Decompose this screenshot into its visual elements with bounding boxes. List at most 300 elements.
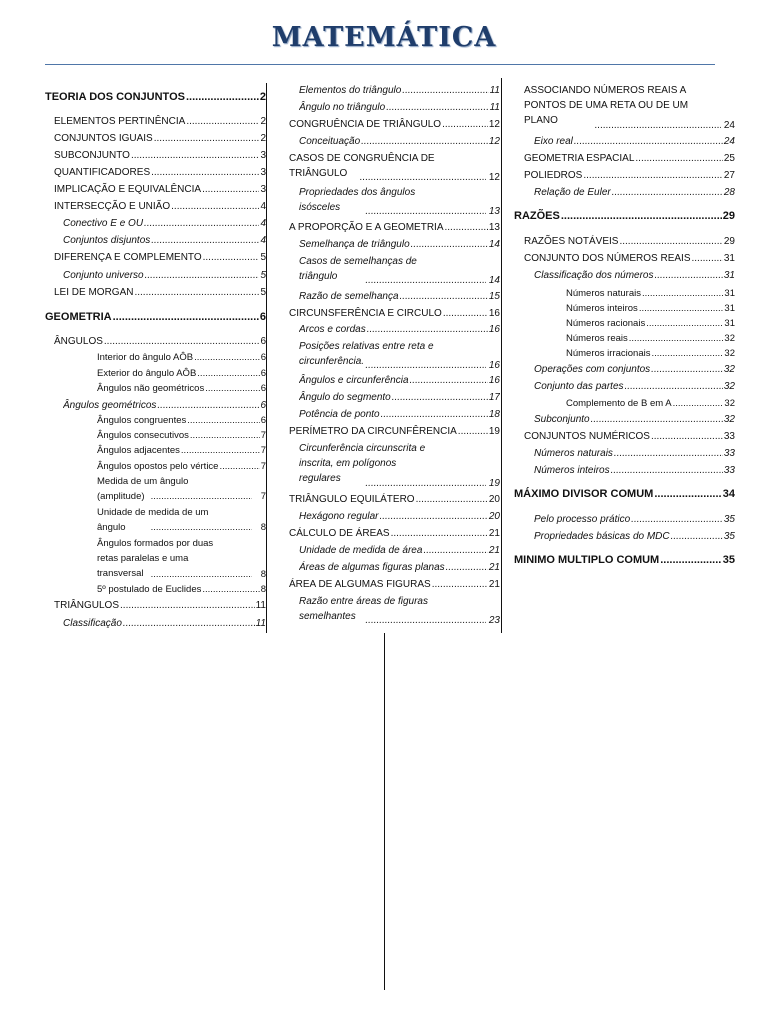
toc-entry-page: 6 — [260, 400, 266, 411]
toc-entry-page: 2 — [260, 116, 266, 127]
toc-entry[interactable] — [524, 151, 735, 166]
dot-leader — [635, 151, 722, 166]
toc-entry-title: Interior do ângulo AÔB — [97, 352, 194, 363]
toc-entry[interactable] — [299, 237, 500, 252]
toc-entry-page: 3 — [260, 184, 266, 195]
dot-leader — [113, 310, 259, 325]
toc-entry-title: RAZÕES NOTÁVEIS — [524, 236, 619, 247]
toc-entry-title: RAZÕES — [514, 210, 560, 222]
toc-entry[interactable] — [299, 100, 500, 115]
toc-entry-page: 29 — [722, 210, 735, 222]
dot-leader — [612, 185, 723, 200]
toc-entry-page: 16 — [488, 324, 500, 335]
toc-entry[interactable] — [524, 429, 735, 444]
dot-leader — [446, 560, 488, 575]
toc-entry-title: CASOS DE CONGRUÊNCIA DE TRIÂNGULO — [289, 153, 435, 179]
toc-entry[interactable] — [524, 83, 735, 133]
dot-leader — [359, 170, 486, 185]
dot-leader — [583, 168, 723, 183]
dot-leader — [123, 616, 255, 631]
toc-entry-title: Conceituação — [299, 136, 361, 147]
toc-entry-page: 32 — [724, 333, 735, 344]
toc-entry[interactable] — [97, 350, 266, 365]
toc-entry-page: 32 — [724, 348, 735, 359]
toc-entry-page: 33 — [723, 465, 735, 476]
toc-entry-title: SUBCONJUNTO — [54, 150, 130, 161]
toc-entry-title: Ângulos não geométricos — [97, 383, 205, 394]
toc-entry-page: 35 — [722, 554, 735, 566]
toc-entry-page: 3 — [260, 150, 266, 161]
toc-entry-page: 13 — [488, 206, 500, 217]
toc-entry-title: GEOMETRIA — [45, 311, 112, 323]
dot-leader — [642, 286, 723, 301]
dot-leader — [444, 220, 487, 235]
dot-leader — [365, 476, 486, 491]
dot-leader — [392, 390, 488, 405]
dot-leader — [655, 268, 723, 283]
dot-leader — [574, 134, 723, 149]
toc-entry[interactable] — [54, 285, 266, 300]
toc-entry-page: 2 — [260, 133, 266, 144]
toc-entry-title: 5º postulado de Euclides — [97, 584, 202, 595]
toc-entry-page: 28 — [723, 187, 735, 198]
toc-entry-page: 19 — [488, 478, 500, 489]
dot-leader — [197, 366, 259, 381]
toc-entry-title: Números naturais — [534, 448, 613, 459]
toc-entry[interactable] — [534, 446, 735, 461]
dot-leader — [194, 350, 260, 365]
toc-entry[interactable] — [299, 543, 500, 558]
toc-entry[interactable] — [45, 90, 266, 105]
toc-entry-page: 7 — [260, 445, 266, 456]
dot-leader — [134, 285, 259, 300]
toc-entry-page: 31 — [724, 318, 735, 329]
dot-leader — [367, 322, 488, 337]
toc-entry-title: Posições relativas entre reta e circunferência. — [299, 341, 434, 367]
toc-entry[interactable] — [289, 117, 500, 132]
toc-entry-title: CONJUNTOS IGUAIS — [54, 133, 153, 144]
toc-entry-page: 11 — [489, 85, 500, 96]
toc-entry-title: Subconjunto — [534, 414, 590, 425]
toc-entry[interactable] — [54, 250, 266, 265]
dot-leader — [181, 443, 260, 458]
toc-entry-title: MÁXIMO DIVISOR COMUM — [514, 488, 654, 500]
toc-entry-title: Semelhança de triângulo — [299, 239, 410, 250]
dot-leader — [151, 165, 259, 180]
dot-leader — [442, 117, 488, 132]
toc-entry-page: 8 — [260, 522, 266, 533]
toc-entry[interactable] — [97, 428, 266, 443]
toc-entry[interactable] — [299, 83, 500, 98]
toc-entry-page: 25 — [723, 153, 735, 164]
toc-entry-page: 5 — [260, 287, 266, 298]
toc-entry[interactable] — [97, 443, 266, 458]
toc-entry[interactable] — [514, 553, 735, 568]
toc-entry[interactable] — [514, 487, 735, 502]
toc-entry-title: Conjunto universo — [63, 270, 144, 281]
toc-entry-page: 21 — [488, 528, 500, 539]
toc-entry-page: 13 — [488, 222, 500, 233]
toc-entry[interactable] — [54, 598, 266, 613]
toc-entry[interactable] — [534, 529, 735, 544]
toc-entry-title: Ângulos e circunferência — [299, 375, 409, 386]
toc-entry-page: 35 — [723, 531, 735, 542]
toc-entry[interactable] — [299, 373, 500, 388]
toc-entry-title: POLIEDROS — [524, 170, 583, 181]
toc-entry-title: Ângulo do segmento — [299, 392, 391, 403]
toc-entry[interactable] — [299, 441, 500, 491]
toc-entry-page: 32 — [723, 364, 735, 375]
page-title: MATEMÁTICA — [271, 22, 497, 53]
toc-entry[interactable] — [566, 286, 735, 301]
toc-entry-page: 4 — [260, 235, 266, 246]
dot-leader — [202, 582, 259, 597]
toc-entry-page: 6 — [260, 383, 266, 394]
dot-leader — [629, 331, 724, 346]
toc-entry[interactable] — [299, 594, 500, 628]
toc-entry[interactable] — [299, 339, 500, 373]
column-divider-2 — [501, 78, 502, 633]
toc-entry[interactable] — [534, 463, 735, 478]
dot-leader — [594, 118, 721, 133]
dot-leader — [611, 463, 723, 478]
dot-leader — [151, 567, 252, 582]
toc-entry[interactable] — [514, 209, 735, 224]
dot-leader — [145, 268, 260, 283]
toc-entry[interactable] — [54, 114, 266, 129]
toc-entry-title: ASSOCIANDO NÚMEROS REAIS A PONTOS DE UMA RETA OU DE UM PLANO — [524, 85, 689, 126]
dot-leader — [673, 396, 724, 411]
toc-entry-page: 7 — [260, 461, 266, 472]
dot-leader — [660, 553, 722, 568]
toc-entry[interactable] — [299, 509, 500, 524]
toc-entry-page: 14 — [488, 239, 500, 250]
toc-entry-page: 31 — [723, 253, 735, 264]
toc-entry[interactable] — [54, 182, 266, 197]
toc-entry[interactable] — [299, 289, 500, 304]
toc-entry[interactable] — [566, 301, 735, 316]
toc-entry[interactable] — [63, 616, 266, 631]
toc-entry[interactable] — [289, 526, 500, 541]
toc-entry-title: TRIÂNGULOS — [54, 600, 120, 611]
toc-entry-title: GEOMETRIA ESPACIAL — [524, 153, 635, 164]
toc-entry-title: DIFERENÇA E COMPLEMENTO — [54, 252, 202, 263]
dot-leader — [104, 334, 260, 349]
toc-entry[interactable] — [63, 268, 266, 283]
toc-entry-page: 16 — [488, 375, 500, 386]
toc-entry[interactable] — [289, 492, 500, 507]
toc-entry-page: 3 — [260, 167, 266, 178]
toc-entry-title: Operações com conjuntos — [534, 364, 651, 375]
toc-entry[interactable] — [534, 185, 735, 200]
toc-entry[interactable] — [54, 148, 266, 163]
toc-entry[interactable] — [534, 134, 735, 149]
toc-entry-page: 27 — [723, 170, 735, 181]
toc-entry-title: Classificação dos números — [534, 270, 654, 281]
toc-entry-page: 33 — [723, 431, 735, 442]
toc-entry-page: 11 — [255, 618, 266, 629]
toc-entry-title: Eixo real — [534, 136, 573, 147]
toc-entry[interactable] — [289, 151, 500, 185]
dot-leader — [619, 234, 722, 249]
toc-entry-page: 24 — [723, 136, 735, 147]
dot-leader — [361, 134, 488, 149]
toc-entry-title: Circunferência circunscrita e inscrita, em polígonos regulares — [299, 443, 426, 484]
dot-leader — [458, 424, 488, 439]
column-divider-1 — [266, 83, 267, 633]
dot-leader — [144, 216, 259, 231]
toc-entry-page: 4 — [260, 218, 266, 229]
dot-leader — [631, 512, 723, 527]
toc-entry[interactable] — [97, 413, 266, 428]
toc-entry[interactable] — [97, 505, 266, 535]
dot-leader — [157, 398, 259, 413]
dot-leader — [171, 199, 259, 214]
toc-entry-title: Áreas de algumas figuras planas — [299, 562, 445, 573]
toc-entry[interactable] — [299, 185, 500, 219]
toc-entry-title: CONJUNTO DOS NÚMEROS REAIS — [524, 253, 691, 264]
dot-leader — [410, 373, 488, 388]
toc-entry-title: Unidade de medida de um ângulo — [97, 507, 209, 533]
toc-entry-page: 20 — [488, 494, 500, 505]
dot-leader — [651, 346, 723, 361]
toc-entry[interactable] — [54, 165, 266, 180]
toc-entry-title: CONJUNTOS NUMÉRICOS — [524, 431, 650, 442]
toc-entry-title: Números reais — [566, 333, 628, 344]
dot-leader — [591, 412, 723, 427]
toc-entry[interactable] — [289, 577, 500, 592]
toc-entry[interactable] — [566, 331, 735, 346]
toc-entry-page: 24 — [723, 120, 735, 131]
toc-entry-title: Casos de semelhanças de triângulo — [299, 256, 417, 282]
toc-entry[interactable] — [97, 536, 266, 582]
toc-entry-title: Números inteiros — [566, 303, 638, 314]
toc-entry-title: Complemento de B em A — [566, 398, 672, 409]
toc-entry-title: QUANTIFICADORES — [54, 167, 151, 178]
toc-entry-title: Ângulo no triângulo — [299, 102, 386, 113]
toc-entry-title: Conectivo E e OU — [63, 218, 144, 229]
toc-entry[interactable] — [63, 216, 266, 231]
toc-entry[interactable] — [534, 268, 735, 283]
dot-leader — [651, 362, 723, 377]
toc-entry[interactable] — [63, 233, 266, 248]
toc-entry-page: 15 — [488, 291, 500, 302]
toc-entry[interactable] — [566, 346, 735, 361]
toc-entry-page: 29 — [723, 236, 735, 247]
dot-leader — [386, 100, 488, 115]
toc-entry[interactable] — [289, 220, 500, 235]
toc-entry-title: ÂNGULOS — [54, 336, 103, 347]
dot-leader — [205, 381, 259, 396]
dot-leader — [614, 446, 723, 461]
toc-entry-page: 32 — [723, 381, 735, 392]
toc-entry-title: CÁLCULO DE ÁREAS — [289, 528, 390, 539]
dot-leader — [416, 492, 488, 507]
dot-leader — [151, 520, 252, 535]
toc-entry-page: 14 — [488, 275, 500, 286]
toc-entry[interactable] — [289, 306, 500, 321]
toc-entry-page: 21 — [488, 545, 500, 556]
toc-entry-title: PERÍMETRO DA CIRCUNFÊRENCIA — [289, 426, 457, 437]
toc-entry-page: 6 — [259, 311, 266, 323]
toc-entry-page: 32 — [724, 398, 735, 409]
toc-entry[interactable] — [97, 381, 266, 396]
toc-entry-title: Exterior do ângulo AÔB — [97, 368, 197, 379]
dot-leader — [151, 489, 252, 504]
toc-entry-page: 8 — [260, 584, 266, 595]
dot-leader — [432, 577, 488, 592]
toc-entry-page: 32 — [723, 414, 735, 425]
dot-leader — [203, 250, 260, 265]
dot-leader — [120, 598, 255, 613]
dot-leader — [190, 428, 260, 443]
toc-entry-page: 19 — [488, 426, 500, 437]
dot-leader — [561, 209, 722, 224]
toc-entry-page: 21 — [488, 579, 500, 590]
toc-entry-title: Ângulos geométricos — [63, 400, 157, 411]
toc-entry-title: Ângulos adjacentes — [97, 445, 180, 456]
toc-entry[interactable] — [566, 396, 735, 411]
toc-entry-title: Relação de Euler — [534, 187, 611, 198]
toc-entry-page: 21 — [488, 562, 500, 573]
toc-entry-page: 4 — [260, 201, 266, 212]
toc-entry-page: 7 — [260, 430, 266, 441]
dot-leader — [365, 273, 486, 288]
toc-entry-title: Potência de ponto — [299, 409, 380, 420]
dot-leader — [625, 379, 723, 394]
dot-leader — [365, 204, 486, 219]
toc-entry-title: Ângulos congruentes — [97, 415, 187, 426]
toc-entry[interactable] — [566, 316, 735, 331]
dot-leader — [411, 237, 488, 252]
toc-entry-page: 31 — [724, 303, 735, 314]
toc-entry-page: 6 — [260, 352, 266, 363]
toc-entry[interactable] — [54, 199, 266, 214]
dot-leader — [391, 526, 488, 541]
dot-leader — [380, 509, 488, 524]
dot-leader — [365, 358, 486, 373]
toc-entry[interactable] — [299, 390, 500, 405]
toc-entry[interactable] — [289, 424, 500, 439]
toc-entry[interactable] — [97, 474, 266, 504]
toc-entry[interactable] — [534, 362, 735, 377]
toc-entry[interactable] — [524, 251, 735, 266]
toc-entry-page: 11 — [255, 600, 266, 611]
toc-entry[interactable] — [54, 131, 266, 146]
toc-entry-page: 23 — [488, 615, 500, 626]
toc-entry[interactable] — [299, 322, 500, 337]
toc-entry-page: 2 — [259, 91, 266, 103]
toc-entry[interactable] — [54, 334, 266, 349]
toc-entry-title: ÁREA DE ALGUMAS FIGURAS — [289, 579, 431, 590]
dot-leader — [381, 407, 488, 422]
toc-entry-page: 20 — [488, 511, 500, 522]
toc-entry[interactable] — [299, 254, 500, 288]
column-divider-3 — [384, 633, 385, 990]
toc-entry-title: Propriedades básicas do MDC — [534, 531, 670, 542]
dot-leader — [443, 306, 488, 321]
dot-leader — [202, 182, 259, 197]
dot-leader — [365, 613, 486, 628]
dot-leader — [651, 429, 723, 444]
toc-entry-title: Números inteiros — [534, 465, 610, 476]
toc-entry[interactable] — [97, 366, 266, 381]
toc-entry-title: TRIÂNGULO EQUILÁTERO — [289, 494, 415, 505]
title-underline — [45, 64, 715, 65]
toc-entry-title: Elementos do triângulo — [299, 85, 402, 96]
dot-leader — [402, 83, 488, 98]
dot-leader — [186, 90, 259, 105]
toc-entry-page: 31 — [723, 270, 735, 281]
toc-entry-title: LEI DE MORGAN — [54, 287, 134, 298]
dot-leader — [151, 233, 259, 248]
toc-entry-page: 11 — [489, 102, 500, 113]
toc-entry-page: 8 — [260, 569, 266, 580]
dot-leader — [187, 413, 259, 428]
dot-leader — [646, 316, 723, 331]
toc-entry-page: 5 — [260, 252, 266, 263]
toc-entry-title: Razão entre áreas de figuras semelhantes — [299, 596, 428, 622]
dot-leader — [654, 487, 721, 502]
dot-leader — [423, 543, 487, 558]
toc-entry-page: 16 — [488, 308, 500, 319]
toc-entry-title: INTERSECÇÃO E UNIÃO — [54, 201, 171, 212]
dot-leader — [154, 131, 260, 146]
toc-entry[interactable] — [299, 407, 500, 422]
toc-entry-title: Conjuntos disjuntos — [63, 235, 151, 246]
dot-leader — [186, 114, 259, 129]
toc-entry-title: Pelo processo prático — [534, 514, 631, 525]
toc-entry[interactable] — [524, 234, 735, 249]
toc-entry[interactable] — [97, 582, 266, 597]
dot-leader — [131, 148, 260, 163]
toc-entry[interactable] — [299, 560, 500, 575]
toc-entry-page: 33 — [723, 448, 735, 459]
toc-entry-title: Hexágono regular — [299, 511, 379, 522]
toc-entry-title: TEORIA DOS CONJUNTOS — [45, 91, 185, 103]
toc-entry-title: Conjunto das partes — [534, 381, 624, 392]
toc-entry[interactable] — [45, 310, 266, 325]
toc-entry[interactable] — [534, 512, 735, 527]
toc-entry-title: Números racionais — [566, 318, 646, 329]
toc-entry-title: ELEMENTOS PERTINÊNCIA — [54, 116, 186, 127]
toc-entry-page: 31 — [724, 288, 735, 299]
dot-leader — [219, 459, 259, 474]
toc-entry[interactable] — [63, 398, 266, 413]
toc-entry-page: 6 — [260, 368, 266, 379]
toc-entry-page: 18 — [488, 409, 500, 420]
toc-entry-page: 16 — [488, 360, 500, 371]
toc-entry-page: 6 — [260, 336, 266, 347]
toc-entry[interactable] — [97, 459, 266, 474]
dot-leader — [400, 289, 488, 304]
toc-entry-title: Unidade de medida de área — [299, 545, 423, 556]
dot-leader — [639, 301, 724, 316]
toc-entry-title: Números naturais — [566, 288, 641, 299]
toc-entry-page: 5 — [260, 270, 266, 281]
toc-entry-title: MINIMO MULTIPLO COMUM — [514, 554, 660, 566]
dot-leader — [692, 251, 723, 266]
toc-entry[interactable] — [524, 168, 735, 183]
toc-entry-page: 7 — [260, 491, 266, 502]
toc-entry-title: CONGRUÊNCIA DE TRIÂNGULO — [289, 119, 442, 130]
toc-entry-title: Ângulos opostos pelo vértice — [97, 461, 219, 472]
toc-entry[interactable] — [534, 412, 735, 427]
toc-entry-title: IMPLICAÇÃO E EQUIVALÊNCIA — [54, 184, 202, 195]
toc-entry[interactable] — [299, 134, 500, 149]
toc-entry[interactable] — [534, 379, 735, 394]
toc-entry-title: Números irracionais — [566, 348, 651, 359]
